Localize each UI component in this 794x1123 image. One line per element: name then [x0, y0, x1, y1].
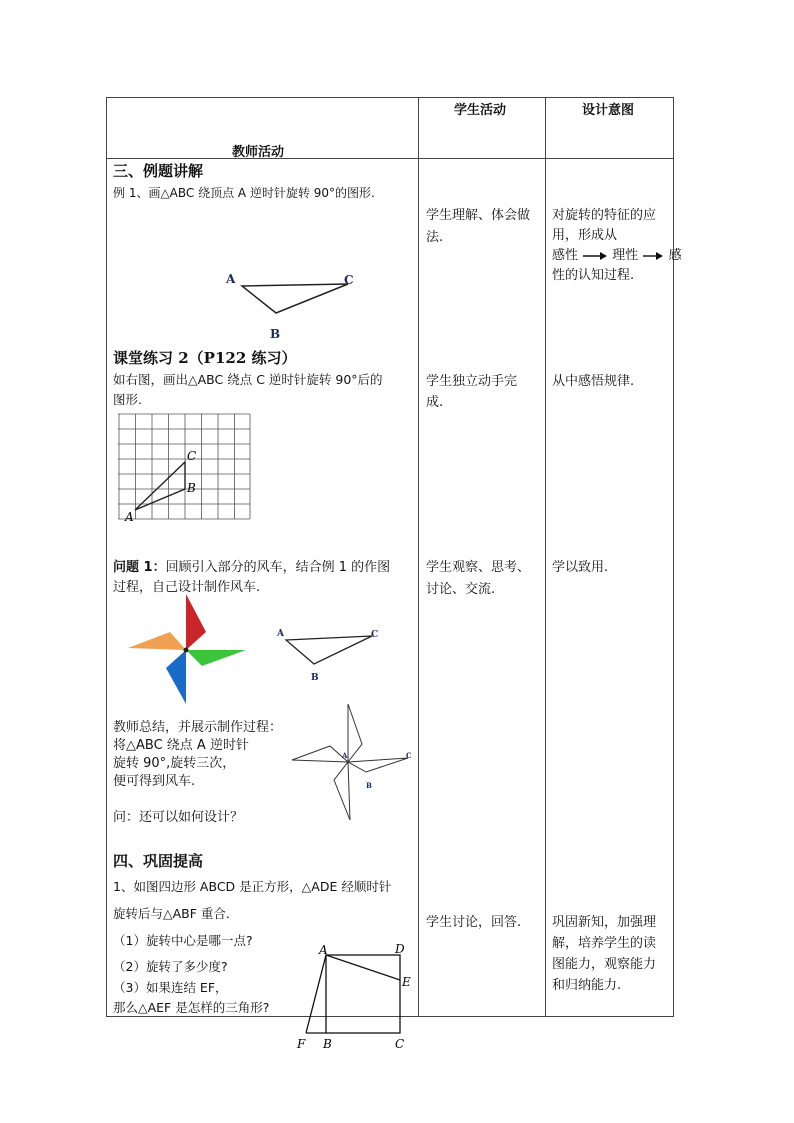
- grid-label-a: A: [125, 510, 134, 524]
- grid-triangle-abc: [135, 462, 185, 510]
- section3-student-line1: 学生理解、体会做: [426, 208, 531, 223]
- square-abcd: [326, 955, 400, 1033]
- example1-text: 例 1、画△ABC 绕顶点 A 逆时针旋转 90°的图形.: [113, 186, 375, 200]
- section3-intent-line4: 性的认知过程.: [552, 268, 635, 283]
- square-label-b: B: [323, 1037, 332, 1051]
- practice2-student-line1: 学生独立动手完: [426, 374, 518, 389]
- question1-text: 回顾引入部分的风车，结合例 1 的作图: [165, 560, 391, 575]
- header-design-intent: 设计意图: [582, 103, 635, 118]
- question1-student-line2: 讨论、交流.: [426, 582, 496, 597]
- label-b: B: [270, 327, 281, 341]
- arrow-right-icon: [582, 251, 608, 261]
- outline-label-a: A: [342, 751, 348, 760]
- summary-question: 问：还可以如何设计？: [113, 810, 244, 825]
- summary-line2: 将△ABC 绕点 A 逆时针: [113, 738, 249, 753]
- section3-intent-line1: 对旋转的特征的应: [552, 208, 657, 223]
- small-label-b: B: [311, 673, 319, 683]
- label-c: C: [344, 273, 354, 287]
- square-label-d: D: [395, 942, 405, 956]
- flow-sensory-2: 感: [668, 248, 682, 263]
- pinwheel-red-blade: [186, 594, 206, 650]
- question1-triangle-figure: [274, 624, 386, 684]
- square-label-a: A: [319, 943, 328, 957]
- section3-intent-flow: [552, 244, 682, 263]
- section3-intent-line2: 用，形成从: [552, 228, 618, 243]
- pinwheel-figure: [124, 592, 250, 706]
- question1-label: 问题 1：: [113, 560, 166, 575]
- section4-sub3: （3）如果连结 EF，: [113, 980, 228, 995]
- outline-label-b: B: [366, 781, 372, 790]
- label-a: A: [226, 272, 236, 286]
- practice2-text-line2: 图形.: [113, 392, 142, 407]
- small-label-a: A: [277, 629, 284, 639]
- section4-intent-line3: 图能力，观察能力: [552, 957, 657, 972]
- table-border-top: [106, 97, 674, 98]
- section4-intent-line2: 解，培养学生的读: [552, 936, 657, 951]
- section3-student-line2: 法.: [426, 230, 444, 245]
- square-label-c: C: [395, 1037, 405, 1051]
- practice2-intent: 从中感悟规律.: [552, 374, 635, 389]
- section4-intent-line1: 巩固新知，加强理: [552, 915, 657, 930]
- small-label-c: C: [371, 630, 379, 640]
- summary-line3: 旋转 90°,旋转三次，: [113, 756, 236, 771]
- summary-line1: 教师总结，并展示制作过程：: [113, 720, 283, 735]
- pinwheel-green-blade: [186, 650, 246, 666]
- grid-label-c: C: [187, 449, 197, 463]
- flow-sensory-1: 感性: [552, 248, 579, 263]
- outline-label-c: C: [406, 751, 412, 760]
- question1-student-line1: 学生观察、思考、: [426, 560, 531, 575]
- section3-title: 三、例题讲解: [113, 162, 204, 180]
- table-border-right: [673, 97, 674, 1017]
- small-triangle-abc: [286, 636, 372, 664]
- pinwheel-outline-figure: [290, 700, 416, 826]
- section4-intent-line4: 和归纳能力.: [552, 978, 622, 993]
- table-column-divider-1: [418, 97, 419, 1017]
- square-label-e: E: [402, 975, 411, 989]
- triangle-abc: [242, 284, 348, 313]
- practice2-text-line1: 如右图，画出△ABC 绕点 C 逆时针旋转 90°后的: [113, 372, 383, 387]
- section4-sub4: 那么△AEF 是怎样的三角形?: [113, 1000, 270, 1015]
- practice2-grid-figure: [118, 412, 254, 524]
- table-header-divider: [106, 158, 674, 159]
- arrow-right-icon: [642, 251, 664, 261]
- section4-sub1: （1）旋转中心是哪一点?: [113, 933, 253, 948]
- section4-q1-line1: 1、如图四边形 ABCD 是正方形，△ADE 经顺时针: [113, 879, 392, 894]
- section4-q1-line2: 旋转后与△ABF 重合．: [113, 906, 239, 921]
- question1-line2: 过程，自己设计制作风车.: [113, 580, 261, 595]
- summary-line4: 便可得到风车.: [113, 774, 196, 789]
- section4-title: 四、巩固提高: [113, 852, 204, 870]
- grid-label-b: B: [187, 481, 196, 495]
- header-teacher-activity: 教师活动: [232, 145, 285, 160]
- table-border-left: [106, 97, 107, 1017]
- square-abcd-figure: [292, 940, 412, 1052]
- table-column-divider-2: [545, 97, 546, 1017]
- practice2-student-line2: 成.: [426, 395, 444, 410]
- section4-student: 学生讨论，回答.: [426, 915, 522, 930]
- square-label-f: F: [297, 1037, 306, 1051]
- grid-lines: [118, 414, 250, 519]
- section4-sub2: （2）旋转了多少度?: [113, 959, 228, 974]
- pinwheel-blue-blade: [166, 650, 186, 704]
- example1-triangle-figure: [222, 266, 362, 342]
- practice2-title: 课堂练习 2（P122 练习）: [113, 349, 297, 367]
- pinwheel-orange-blade: [128, 632, 186, 650]
- header-student-activity: 学生活动: [454, 103, 507, 118]
- question1-line1: [113, 556, 390, 575]
- question1-intent: 学以致用.: [552, 560, 609, 575]
- flow-rational: 理性: [612, 248, 639, 263]
